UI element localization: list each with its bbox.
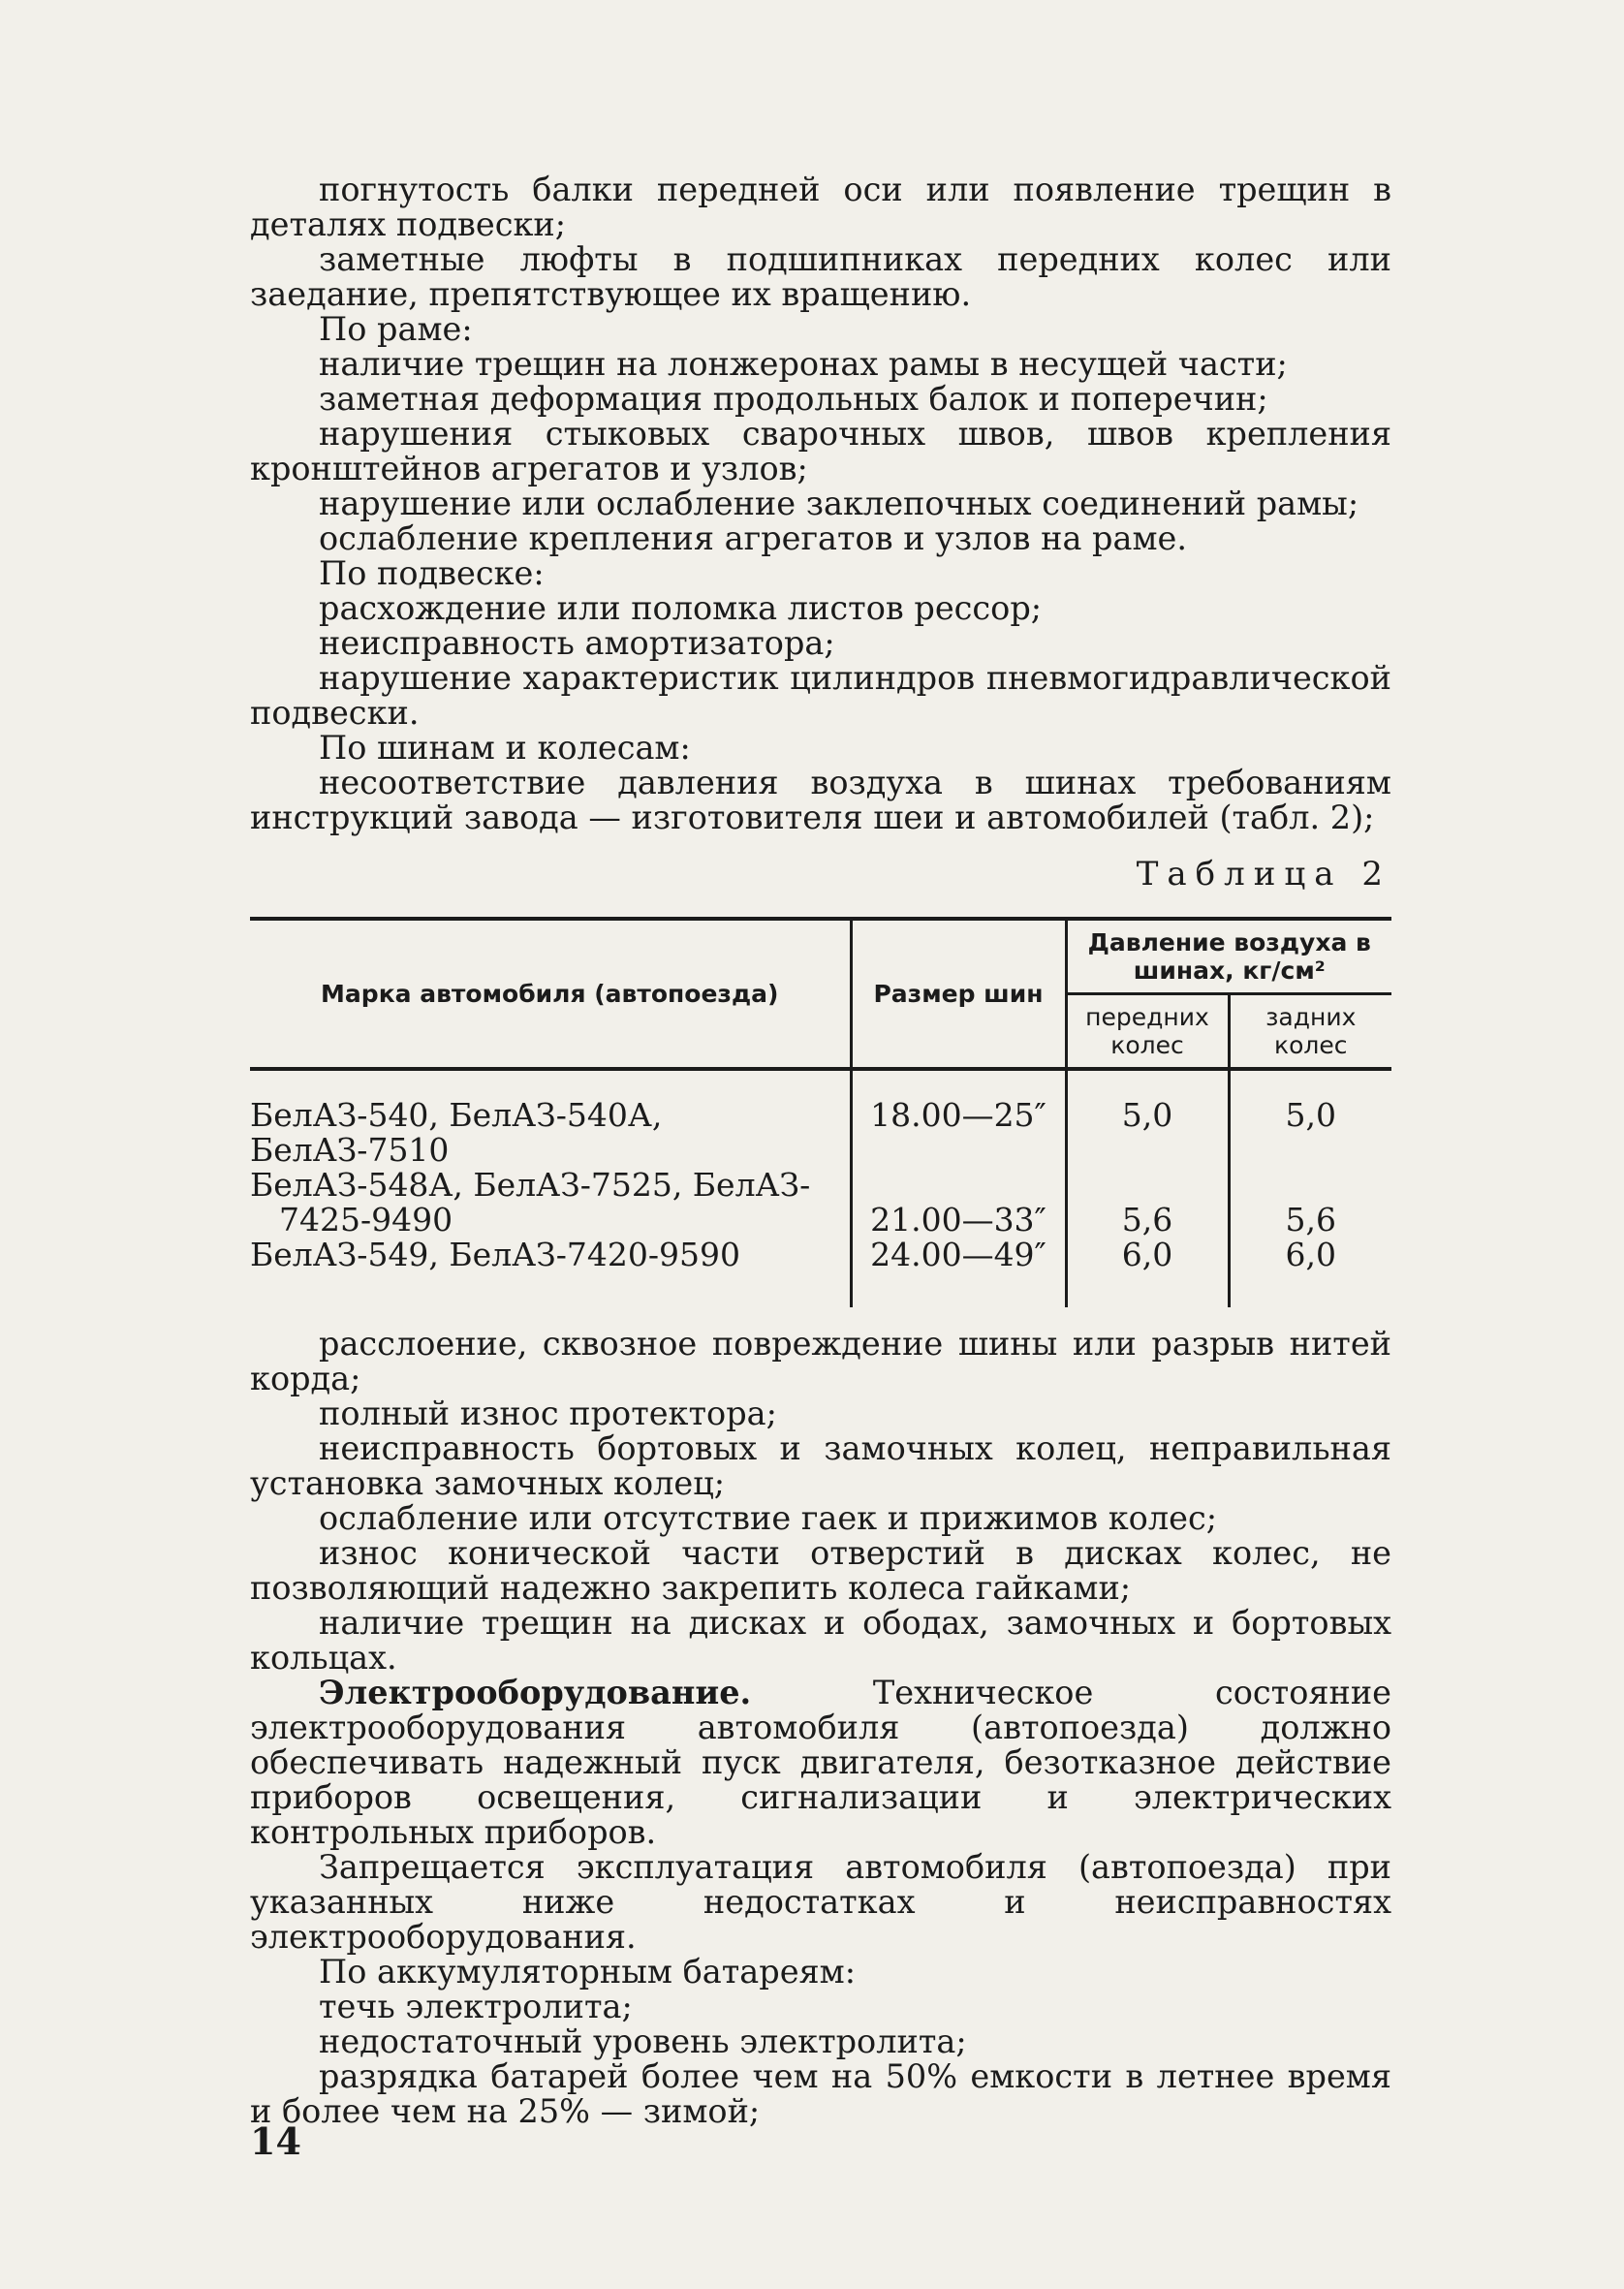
paragraph: По подвеске: [319, 554, 545, 592]
front-pressure-cell: 5,6 [1066, 1168, 1229, 1238]
table-row [250, 1238, 1391, 1307]
size-cell: 18.00—25″ [851, 1069, 1066, 1168]
paragraph: нарушение или ослабление заклепочных соединений рамы; [319, 485, 1359, 522]
front-pressure-cell: 5,0 [1066, 1069, 1229, 1168]
paragraph: наличие трещин на лонжеронах рамы в несущей части; [319, 345, 1288, 383]
header-rear: задних колес [1229, 994, 1391, 1070]
paragraph: недостаточный уровень электролита; [319, 2022, 967, 2060]
electro-paragraph [250, 1676, 1391, 1850]
paragraph: Запрещается эксплуатация автомобиля (автопоезда) при указанных ниже недостатках и неисправностях электрооборудования. [250, 1848, 1391, 1956]
paragraph: погнутость балки передней оси или появление трещин в деталях подвески; [250, 171, 1391, 243]
table-row [250, 1069, 1391, 1168]
paragraph: нарушение характеристик цилиндров пневмогидравлической подвески. [250, 659, 1391, 732]
rear-pressure-cell: 5,6 [1285, 1201, 1336, 1239]
paragraph: износ конической части отверстий в дисках колес, не позволяющий надежно закрепить колеса гайками; [250, 1534, 1391, 1607]
paragraph: нарушения стыковых сварочных швов, швов крепления кронштейнов агрегатов и узлов; [250, 415, 1391, 487]
top-paragraphs [250, 172, 1391, 835]
section-text: Техническое состояние электрооборудования автомобиля (автопоезда) должно обеспечивать надежный пуск двигателя, безотказное действие приборов освещения, сигнализации и электрических контрольных приборов. [250, 1674, 1391, 1851]
paragraph: неисправность амортизатора; [319, 624, 835, 662]
rear-pressure-cell: 5,0 [1285, 1096, 1336, 1134]
brand-cell: БелАЗ-548А, БелАЗ-7525, БелАЗ- [250, 1166, 811, 1204]
header-brand: Марка автомобиля (автопоезда) [250, 919, 851, 1069]
header-size: Размер шин [851, 919, 1066, 1069]
paragraph: ослабление или отсутствие гаек и прижимов колес; [319, 1499, 1217, 1537]
paragraph: По аккумуляторным батареям: [319, 1953, 857, 1991]
paragraph: По шинам и колесам: [319, 729, 691, 767]
paragraph: наличие трещин на дисках и ободах, замочных и бортовых кольцах. [250, 1604, 1391, 1677]
section-heading: Электрооборудование. [319, 1674, 752, 1711]
paragraph: неисправность бортовых и замочных колец, неправильная установка замочных колец; [250, 1429, 1391, 1502]
paragraph: ослабление крепления агрегатов и узлов на раме. [319, 519, 1188, 557]
table-caption: Таблица 2 [1136, 855, 1391, 894]
paragraph: расхождение или поломка листов рессор; [319, 589, 1043, 627]
size-cell: 21.00—33″ [851, 1168, 1066, 1238]
front-pressure-cell: 6,0 [1066, 1238, 1229, 1307]
size-cell: 24.00—49″ [851, 1238, 1066, 1307]
paragraph: несоответствие давления воздуха в шинах требованиям инструкций завода — изготовителя шеи и автомобилей (табл. 2); [250, 764, 1391, 836]
paragraph: По раме: [319, 310, 473, 348]
tire-pressure-table [250, 917, 1391, 1307]
page-number: 14 [250, 2119, 301, 2163]
paragraph: заметная деформация продольных балок и поперечин; [319, 380, 1268, 418]
paragraph: расслоение, сквозное повреждение шины или разрыв нитей корда; [250, 1325, 1391, 1397]
rear-pressure-cell: 6,0 [1285, 1236, 1336, 1273]
paragraph: течь электролита; [319, 1988, 633, 2025]
page-body [250, 172, 1391, 2129]
table-row [250, 1168, 1391, 1238]
paragraph: полный износ протектора; [319, 1395, 777, 1432]
paragraph: заметные люфты в подшипниках передних колес или заедание, препятствующее их вращению. [250, 240, 1391, 313]
bottom-paragraphs [250, 1327, 1391, 2129]
header-front: передних колес [1066, 994, 1229, 1070]
header-pressure: Давление воздуха в шинах, кг/см² [1066, 919, 1391, 994]
brand-cell: БелАЗ-549, БелАЗ-7420-9590 [250, 1236, 740, 1273]
paragraph: разрядка батарей более чем на 50% емкости в летнее время и более чем на 25% — зимой; [250, 2057, 1391, 2130]
brand-cell-continuation: 7425-9490 [279, 1201, 453, 1239]
brand-cell: БелАЗ-540, БелАЗ-540А, БелАЗ-7510 [250, 1096, 663, 1169]
